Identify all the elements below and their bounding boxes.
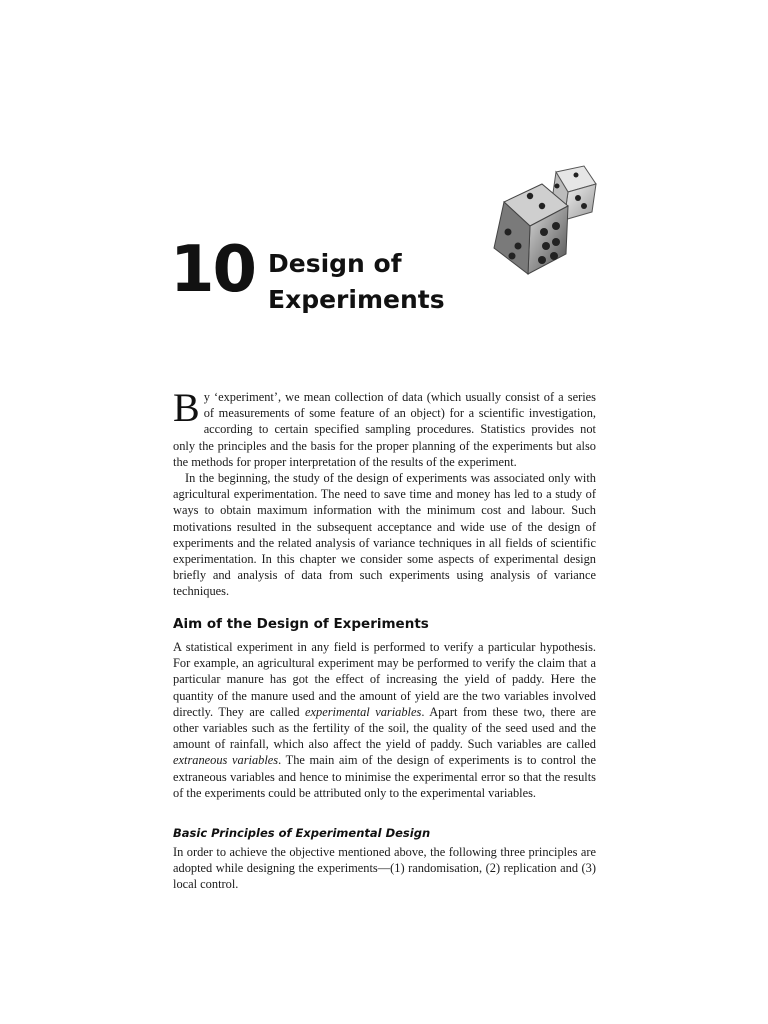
subsection-heading-principles: Basic Principles of Experimental Design bbox=[173, 826, 431, 840]
dice-icon bbox=[484, 162, 610, 286]
chapter-title-line-1: Design of bbox=[268, 249, 402, 278]
term-extraneous-variables: extraneous variables bbox=[173, 753, 279, 768]
aim-paragraph bbox=[173, 639, 596, 801]
aim-text-part-3: . The main aim of the design of experiments is to control the extraneous variables and hence to minimise the experimental error so that the results of the experiments could be attributed only to the experimental variables. bbox=[173, 753, 597, 800]
section-heading-aim: Aim of the Design of Experiments bbox=[173, 616, 429, 632]
term-experimental-variables: experimental variables bbox=[305, 704, 422, 719]
chapter-number: 10 bbox=[170, 233, 256, 307]
aim-text-part-2: . Apart from these two, there are other variables such as the fertility of the soil, the quality of the seed used and the amount of rainfall, which also affect the yield of paddy. Such variables are called bbox=[173, 704, 596, 752]
chapter-title-line-2: Experiments bbox=[268, 285, 445, 314]
intro-text bbox=[173, 385, 596, 600]
intro-paragraph-2: In the beginning, the study of the design of experiments was associated only with agricultural experimentation. The need to save time and money has led to a study of ways to obtain maximum information with the minimum cost and labour. Such motivations resulted in the subsequent acceptance and wide use of the design of experiments and the related analysis of variance techniques in all fields of scientific experimentation. In this chapter we consider some aspects of experimental design briefly and analysis of data from such experiments using analysis of variance techniques. bbox=[173, 471, 596, 599]
principles-section-text bbox=[173, 844, 596, 893]
principles-paragraph: In order to achieve the objective mentioned above, the following three principles are adopted while designing the experiments—(1) randomisation, (2) replication and (3) local control. bbox=[173, 845, 596, 892]
aim-section-text bbox=[173, 639, 596, 801]
intro-paragraph-1-text: y ‘experiment’, we mean collection of data (which usually consist of a series of measurements of some feature of an object) for a scientific investigation, according to certain specified sampling procedures. Statistics provides not only the principles and the basis for the proper planning of the experiments but also the methods for proper interpretation of the results of the experiment. bbox=[173, 390, 596, 469]
intro-paragraph-1 bbox=[173, 385, 596, 470]
aim-text-part-1: A statistical experiment in any field is performed to verify a particular hypothesis. For example, an agricultural experiment may be performed to verify the claim that a particular manure has got the effect of increasing the yield of paddy. Here the quantity of the manure used and the amount of yield are the two variables involved directly. They are called bbox=[173, 640, 596, 719]
chapter-title bbox=[268, 246, 445, 318]
drop-cap: B bbox=[173, 385, 200, 430]
large-die-icon bbox=[494, 184, 568, 274]
